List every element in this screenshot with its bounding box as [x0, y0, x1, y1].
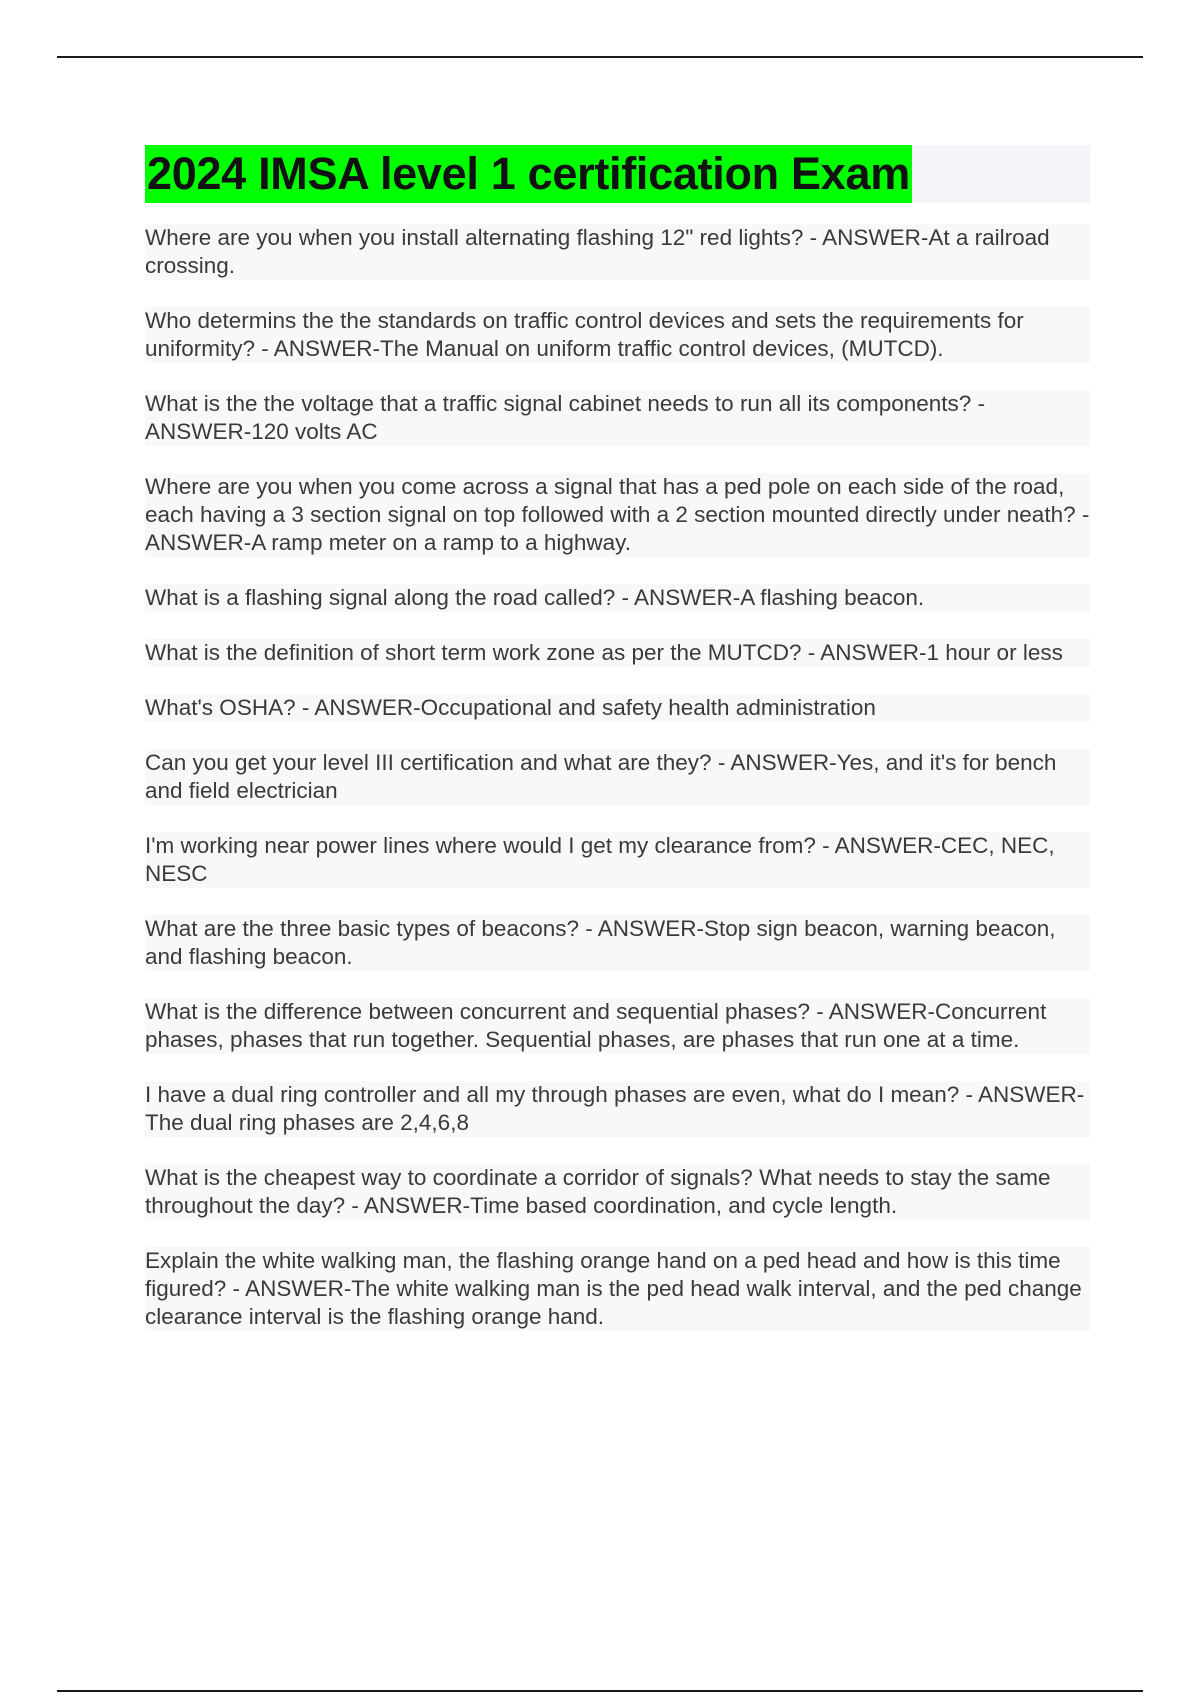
document-body [145, 145, 1090, 1358]
qa-item: Where are you when you come across a signal that has a ped pole on each side of the road, each having a 3 section signal on top followed with a 2 section mounted directly under neath? - ANSWER-A ramp meter on a ramp to a highway. [145, 474, 1090, 555]
title-band [145, 145, 1090, 203]
qa-item: Where are you when you install alternating flashing 12" red lights? - ANSWER-At a railroad crossing. [145, 224, 1090, 280]
qa-item: What's OSHA? - ANSWER-Occupational and safety health administration [145, 694, 1090, 722]
bottom-rule [57, 1690, 1143, 1692]
qa-list [145, 224, 1090, 1331]
qa-item: What is the difference between concurrent and sequential phases? - ANSWER-Concurrent phases, phases that run together. Sequential phases, are phases that run one at a time. [145, 998, 1090, 1054]
qa-item: What are the three basic types of beacons? - ANSWER-Stop sign beacon, warning beacon, and flashing beacon. [145, 915, 1090, 971]
qa-item: Can you get your level III certification and what are they? - ANSWER-Yes, and it's for bench and field electrician [145, 749, 1090, 805]
qa-item: Explain the white walking man, the flashing orange hand on a ped head and how is this time figured? - ANSWER-The white walking man is the ped head walk interval, and the ped change clearance interval is the flashing orange hand. [145, 1247, 1090, 1331]
qa-item: Who determins the the standards on traffic control devices and sets the requirements for uniformity? - ANSWER-The Manual on uniform traffic control devices, (MUTCD). [145, 307, 1090, 363]
document-title: 2024 IMSA level 1 certification Exam [145, 145, 912, 203]
top-rule [57, 56, 1143, 58]
qa-item: What is the the voltage that a traffic signal cabinet needs to run all its components? - ANSWER-120 volts AC [145, 390, 1090, 446]
qa-item: What is the definition of short term work zone as per the MUTCD? - ANSWER-1 hour or less [145, 639, 1090, 667]
qa-item: What is the cheapest way to coordinate a corridor of signals? What needs to stay the same throughout the day? - ANSWER-Time based coordination, and cycle length. [145, 1164, 1090, 1220]
qa-item: What is a flashing signal along the road called? - ANSWER-A flashing beacon. [145, 584, 1090, 612]
qa-item: I'm working near power lines where would I get my clearance from? - ANSWER-CEC, NEC, NESC [145, 832, 1090, 888]
qa-item: I have a dual ring controller and all my through phases are even, what do I mean? - ANSWER-The dual ring phases are 2,4,6,8 [145, 1081, 1090, 1137]
